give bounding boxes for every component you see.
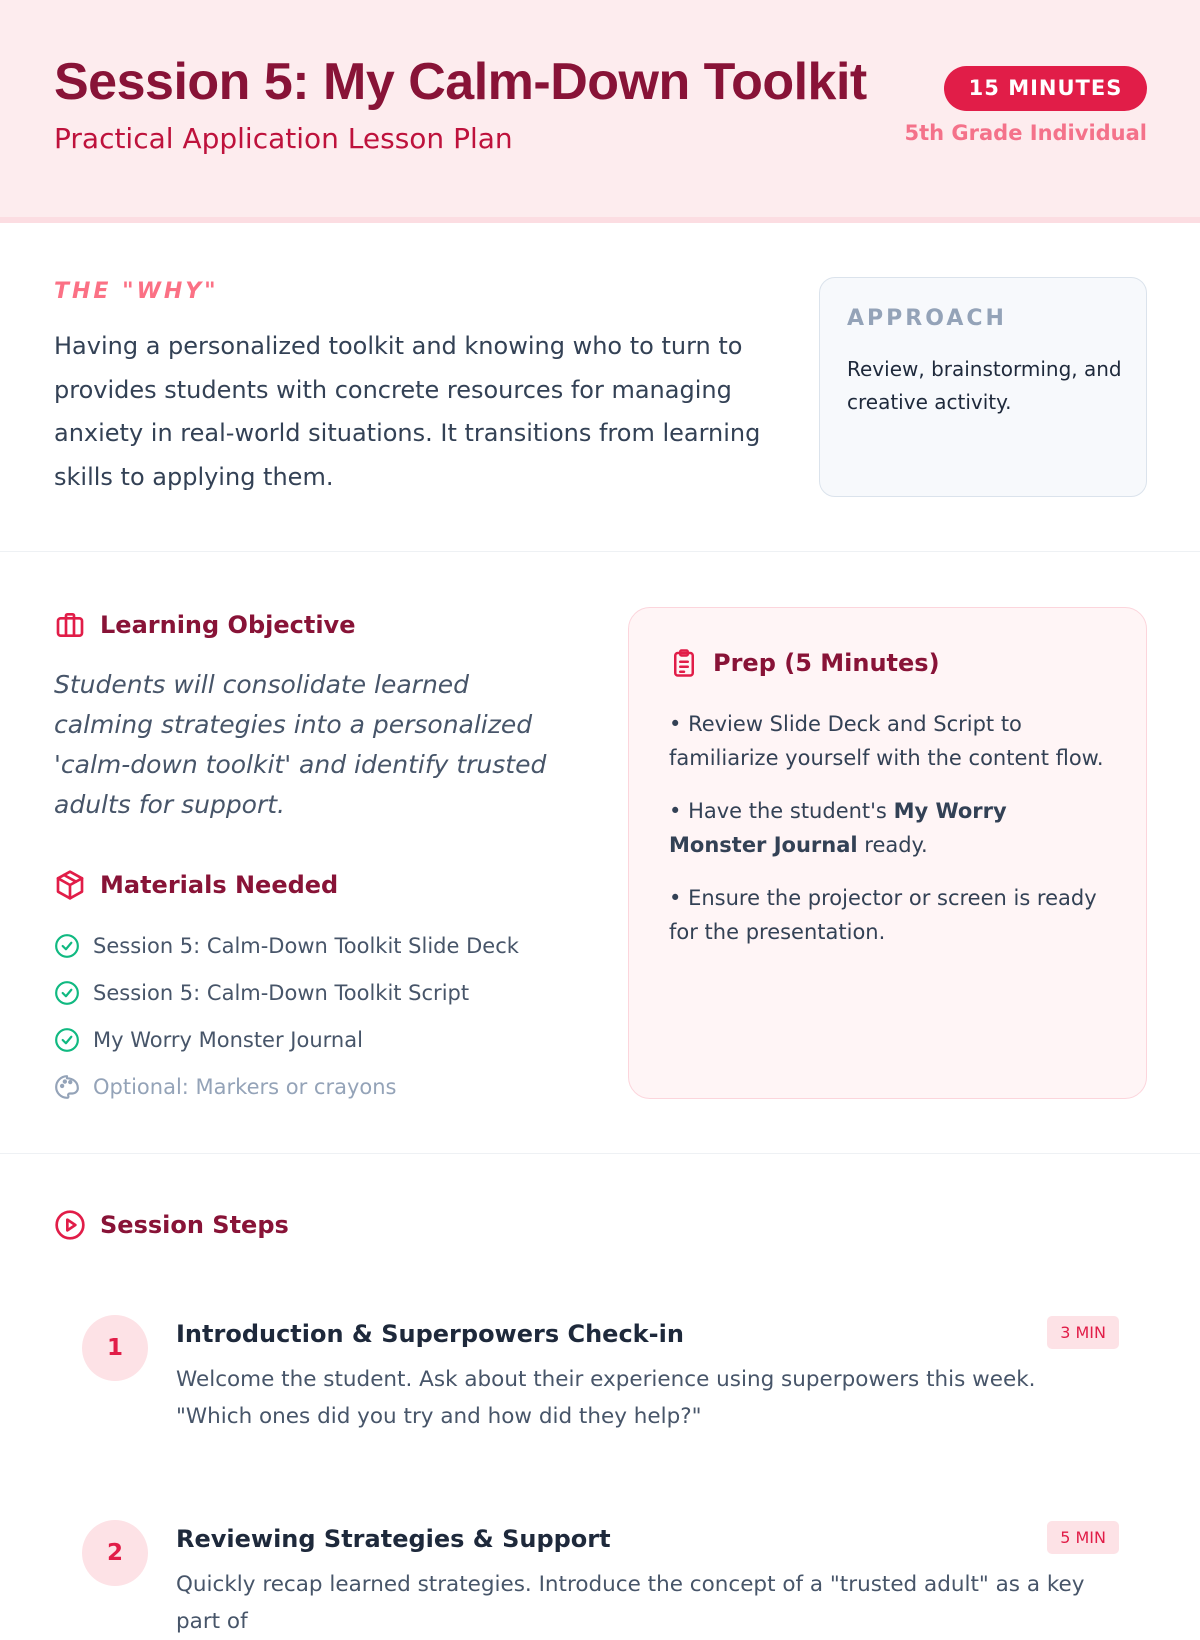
session-steps-heading [54,1209,289,1241]
material-item-optional [54,1063,519,1110]
materials-title: Materials Needed [100,871,339,899]
duration-badge: 15 MINUTES [944,66,1147,111]
why-text: Having a personalized toolkit and knowing who to turn to provides students with concrete resources for managing anxiety in real-world situations. It transitions from learning skills to applying them. [54,332,761,491]
grade-label: 5th Grade Individual [904,121,1147,145]
materials-heading [54,869,338,901]
approach-card [819,277,1147,497]
palette-icon [54,1074,80,1100]
material-item [54,922,519,969]
step-title: Reviewing Strategies & Support [176,1525,611,1553]
briefcase-icon [54,609,86,641]
objective-text: Students will consolidate learned calming strategies into a personalized 'calm-down toolkit' and identify trusted adults for support. [54,670,547,819]
prep-bullet: • Review Slide Deck and Script to familiarize yourself with the content flow. [669,712,1104,770]
section-divider [0,551,1200,552]
journal-name: My Worry Monster Journal [669,799,1007,857]
material-label: My Worry Monster Journal [93,1027,363,1052]
material-label: Session 5: Calm-Down Toolkit Slide Deck [93,933,519,958]
step-title: Introduction & Superpowers Check-in [176,1320,684,1348]
check-circle-icon [54,1027,80,1053]
step-description: Welcome the student. Ask about their experience using superpowers this week. "Which ones did you try and how did they help?" [176,1367,1036,1429]
section-divider [0,1153,1200,1154]
play-circle-icon [54,1209,86,1241]
prep-heading [669,648,940,678]
step-number: 2 [82,1520,148,1586]
why-label: THE "WHY" [54,279,219,304]
page-title: Session 5: My Calm-Down Toolkit [54,53,867,111]
material-item [54,969,519,1016]
step-time-badge: 3 MIN [1047,1316,1119,1349]
prep-bullet: • Have the student's My Worry Monster Journal ready. [669,799,1007,857]
session-steps-title: Session Steps [100,1211,289,1239]
check-circle-icon [54,980,80,1006]
clipboard-icon [669,648,699,678]
step-time-badge: 5 MIN [1047,1521,1119,1554]
material-label: Optional: Markers or crayons [93,1074,397,1099]
learning-objective-title: Learning Objective [100,611,356,639]
step-number: 1 [82,1315,148,1381]
prep-title: Prep (5 Minutes) [713,649,940,677]
page-subtitle: Practical Application Lesson Plan [54,122,513,155]
prep-bullet: • Ensure the projector or screen is ready for the presentation. [669,886,1097,944]
material-item [54,1016,519,1063]
materials-list [54,922,519,1110]
learning-objective-heading [54,609,355,641]
check-circle-icon [54,933,80,959]
approach-text: Review, brainstorming, and creative activity. [847,357,1122,414]
prep-card [628,607,1147,1099]
approach-label: APPROACH [847,306,1007,331]
material-label: Session 5: Calm-Down Toolkit Script [93,980,470,1005]
page-header [0,0,1200,223]
package-icon [54,869,86,901]
step-description: Quickly recap learned strategies. Introduce the concept of a "trusted adult" as a key part of [176,1572,1085,1634]
